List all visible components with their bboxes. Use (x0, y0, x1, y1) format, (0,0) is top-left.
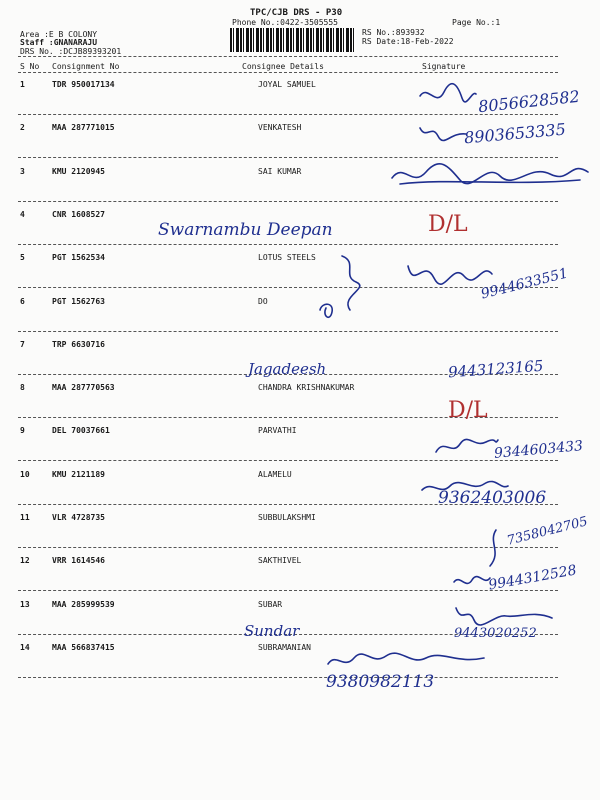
row-consignee: CHANDRA KRISHNAKUMAR (258, 383, 355, 392)
page-number: Page No.:1 (452, 18, 501, 27)
signature-scribble-1 (418, 82, 478, 112)
signature-phone-13: 9443020252 (454, 626, 537, 641)
signature-scribble-5 (404, 256, 494, 292)
row-sno: 5 (20, 253, 25, 262)
row-consignment-no: MAA 285999539 (52, 600, 115, 609)
row-sno: 6 (20, 297, 25, 306)
row-consignee: PARVATHI (258, 426, 297, 435)
signature-name-4: Swarnambu Deepan (158, 220, 333, 240)
signature-scribble-12 (452, 572, 492, 592)
document-title: TPC/CJB DRS - P30 (250, 8, 343, 18)
signature-scribble-14 (326, 650, 486, 672)
rs-date: RS Date:18-Feb-2022 (362, 37, 454, 46)
signature-phone-9: 9344603433 (493, 438, 584, 462)
row-consignee: LOTUS STEELS (258, 253, 316, 262)
row-consignment-no: VLR 4728735 (52, 513, 105, 522)
signature-phone-12: 9944312528 (487, 562, 578, 594)
header-divider-top (18, 56, 558, 57)
row-sno: 7 (20, 340, 25, 349)
signature-name-13: Sundar (244, 622, 300, 640)
row-consignment-no: PGT 1562763 (52, 297, 105, 306)
signature-scribble-5b (336, 252, 364, 312)
signature-dl-4: D/L (428, 212, 468, 237)
row-consignee: DO (258, 297, 268, 306)
row-sno: 8 (20, 383, 25, 392)
row-consignee: SAI KUMAR (258, 167, 302, 176)
row-consignment-no: TDR 950017134 (52, 80, 115, 89)
phone-number: Phone No.:0422-3505555 (232, 18, 338, 27)
row-divider (18, 547, 558, 548)
row-consignment-no: DEL 70037661 (52, 426, 110, 435)
column-header-sno: S No (20, 62, 40, 71)
row-sno: 13 (20, 600, 30, 609)
row-consignee: ALAMELU (258, 470, 292, 479)
row-sno: 1 (20, 80, 25, 89)
signature-phone-7: 9443123165 (447, 356, 544, 382)
row-consignment-no: MAA 287770563 (52, 383, 115, 392)
signature-dl-8: D/L (448, 398, 488, 423)
area-label: Area :E B COLONY (20, 30, 98, 39)
row-sno: 10 (20, 470, 30, 479)
signature-name-7: Jagadeesh (248, 360, 327, 378)
signature-phone-5: 9944633551 (479, 265, 570, 303)
signature-scribble-11 (484, 528, 504, 568)
row-consignee: VENKATESH (258, 123, 302, 132)
signature-scribble-13 (454, 604, 554, 626)
signature-phone-10: 9362403006 (438, 488, 547, 508)
row-consignment-no: MAA 566837415 (52, 643, 115, 652)
signature-phone-2: 8903653335 (463, 119, 567, 148)
row-sno: 11 (20, 513, 30, 522)
row-consignment-no: VRR 1614546 (52, 556, 105, 565)
row-consignee: SUBRAMANIAN (258, 643, 311, 652)
signature-phone-14: 9380982113 (326, 672, 435, 692)
row-divider (18, 460, 558, 461)
row-consignment-no: KMU 2120945 (52, 167, 105, 176)
row-sno: 4 (20, 210, 25, 219)
row-divider (18, 331, 558, 332)
row-divider (18, 244, 558, 245)
row-consignment-no: CNR 1608527 (52, 210, 105, 219)
row-consignment-no: KMU 2121189 (52, 470, 105, 479)
signature-phone-1: 8056628582 (477, 86, 581, 117)
row-sno: 3 (20, 167, 25, 176)
row-sno: 14 (20, 643, 30, 652)
row-sno: 2 (20, 123, 25, 132)
signature-scribble-6 (316, 300, 340, 318)
row-consignee: SUBBULAKSHMI (258, 513, 316, 522)
signature-scribble-9 (434, 434, 500, 460)
row-consignee: SAKTHIVEL (258, 556, 302, 565)
header-divider-bottom (18, 72, 558, 73)
row-consignment-no: TRP 6630716 (52, 340, 105, 349)
row-consignee: SUBAR (258, 600, 283, 609)
drs-number: DRS No. :DCJB89393201 (20, 47, 122, 56)
signature-scribble-3 (390, 158, 590, 192)
row-divider (18, 201, 558, 202)
row-sno: 9 (20, 426, 25, 435)
barcode (230, 28, 356, 52)
signature-scribble-2 (418, 122, 468, 146)
row-consignment-no: PGT 1562534 (52, 253, 105, 262)
row-consignee: JOYAL SAMUEL (258, 80, 316, 89)
row-divider (18, 677, 558, 678)
column-header-signature: Signature (422, 62, 466, 71)
row-consignment-no: MAA 287771015 (52, 123, 115, 132)
signature-phone-11: 7358042705 (505, 514, 590, 549)
signature-scribble-10 (420, 478, 510, 498)
column-header-consignee: Consignee Details (242, 62, 324, 71)
staff-label: Staff :GNANARAJU (20, 38, 98, 47)
rs-number: RS No.:893932 (362, 28, 425, 37)
row-sno: 12 (20, 556, 30, 565)
row-divider (18, 114, 558, 115)
column-header-consignment: Consignment No (52, 62, 120, 71)
